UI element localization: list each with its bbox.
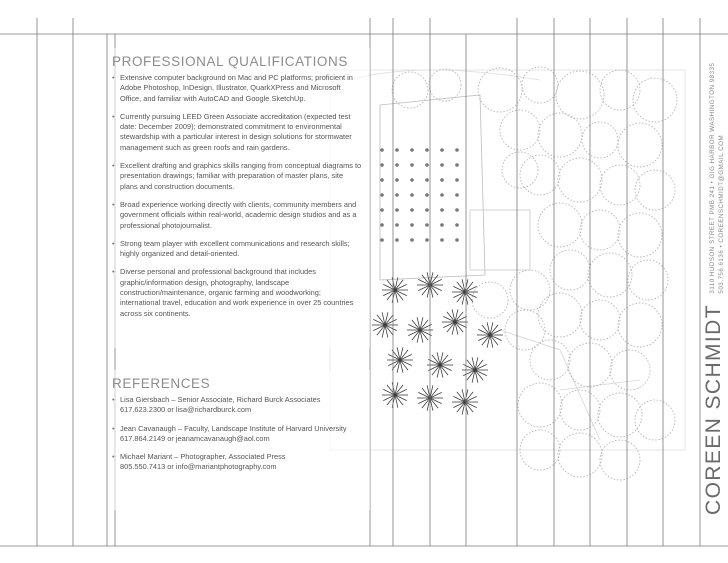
references-section [112,376,362,481]
references-list [112,395,362,473]
reference-name: • Michael Mariant – Photographer, Associated Press [120,452,286,462]
contact-block [709,63,726,294]
phone-email: 503.756.6136 • COREENSCHMIDT@GMAIL.COM [717,134,725,294]
planting-grid [380,148,459,242]
qualifications-list [112,73,362,319]
reference-contact: 805.550.7413 or info@mariantphotography.com [120,462,277,472]
qualification-item: • Diverse personal and professional background that includes graphic/information design, photography, landscape construction/maintenance, organic farming and woodworking; international travel, education and work experience in over 25 countries across six continents. [112,267,362,318]
reference-item [112,452,362,473]
reference-name: • Lisa Giersbach – Senior Associate, Richard Burck Associates [120,395,321,404]
references-title: REFERENCES [112,376,211,391]
mailing-address: 3110 HUDSON STREET PMB 241 • GIG HARBOR WASHINGTON 98335 [709,62,716,294]
qualification-item: • Strong team player with excellent communications and research skills; highly organized and detail-oriented. [112,239,362,260]
qualification-item: • Currently pursuing LEED Green Associate accreditation (expected test date: December 2009); demonstrated commitment to environmental stewardship with a particular interest in design solutions for stormwater management such as green roofs and rain gardens. [112,112,362,153]
reference-contact: 617.623.2300 or lisa@richardburck.com [120,405,252,415]
qualification-item: • Extensive computer background on Mac and PC platforms; proficient in Adobe Photoshop, InDesign, Illustrator, QuarkXPress and Microsoft Office, and familiar with AutoCAD and Google SketchUp. [112,73,362,104]
reference-name: • Jean Cavanaugh – Faculty, Landscape Institute of Harvard University [120,423,347,433]
name-sidebar [702,63,726,516]
qualification-item: • Broad experience working directly with clients, community members and government officials within real-world, academic design studios and as a professional photojournalist. [112,200,362,231]
reference-item [112,395,362,416]
qualification-item: • Excellent drafting and graphics skills ranging from conceptual diagrams to presentation drawings; familiar with preparation of master plans, site plans and construction documents. [112,161,362,192]
applicant-name: COREEN SCHMIDT [702,304,725,515]
qualifications-section [112,54,362,327]
reference-item [112,424,362,445]
shrub-symbols [372,272,503,414]
site-plan-drawing [330,70,685,450]
qualifications-title: PROFESSIONAL QUALIFICATIONS [112,54,348,69]
reference-contact: 617.864.2149 or jeanamcavanaugh@aol.com [120,433,270,443]
tree-canopy-group [392,67,677,480]
